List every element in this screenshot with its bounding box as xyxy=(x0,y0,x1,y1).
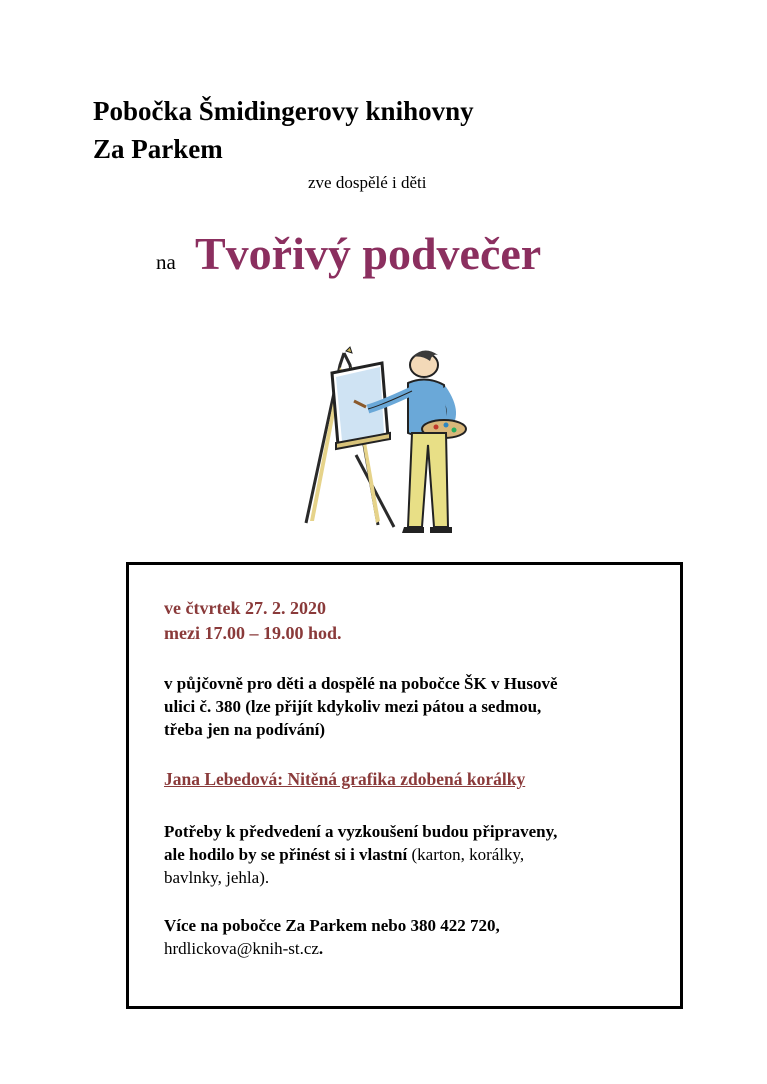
email-period: . xyxy=(318,939,324,958)
title-prefix: na xyxy=(156,250,176,274)
painter-at-easel-icon xyxy=(296,345,476,535)
place-line-3: třeba jen na podívání) xyxy=(164,720,326,739)
contact-line-1: Více na pobočce Za Parkem nebo 380 422 720, xyxy=(164,916,500,935)
requirements-line-2 xyxy=(164,843,524,866)
place-line-1: v půjčovně pro děti a dospělé na pobočce ŠK v Husově xyxy=(164,674,558,693)
event-title: Tvořivý podvečer xyxy=(195,228,542,279)
email-address: hrdlickova@knih-st.cz xyxy=(164,939,319,958)
requirements-normal: (karton, korálky, xyxy=(407,845,525,864)
requirements-line-1: Potřeby k předvedení a vyzkoušení budou připraveny, xyxy=(164,822,558,841)
contact-email xyxy=(164,937,323,960)
event-time: mezi 17.00 – 19.00 hod. xyxy=(164,623,342,643)
event-details-box xyxy=(126,562,683,1009)
requirements-line-3: bavlnky, jehla). xyxy=(164,868,270,887)
library-name: Pobočka Šmidingerovy knihovny xyxy=(93,96,474,126)
event-date: ve čtvrtek 27. 2. 2020 xyxy=(164,598,326,618)
requirements-bold: ale hodilo by se přinést si i vlastní xyxy=(164,845,408,864)
place-line-2: ulici č. 380 (lze přijít kdykoliv mezi pátou a sedmou, xyxy=(164,697,542,716)
branch-name: Za Parkem xyxy=(93,134,223,164)
invite-text: zve dospělé i děti xyxy=(308,173,427,192)
presenter-topic: Jana Lebedová: Nitěná grafika zdobená korálky xyxy=(164,769,526,789)
